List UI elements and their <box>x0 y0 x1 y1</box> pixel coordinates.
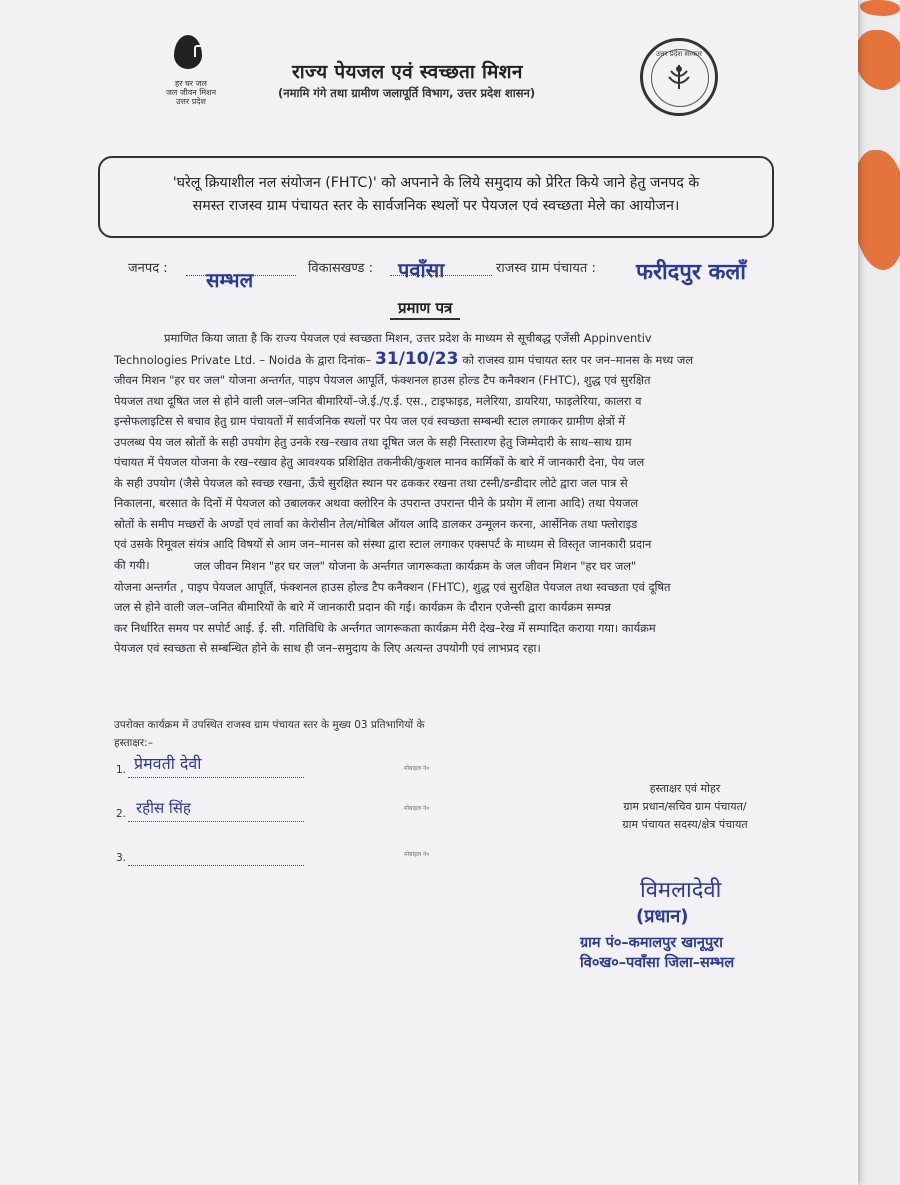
paragraph-line: कर निर्धारित समय पर सपोर्ट आई. ई. सी. गतिविधि के अर्न्तगत जागरूकता कार्यक्रम मेरी देख–रेख में सम्पादित कराया गया। कार्यक्रम <box>114 620 656 635</box>
logo-text: जल जीवन मिशन <box>165 88 217 97</box>
paragraph-line: पेयजल तथा दूषित जल से होने वाली जल–जनित बीमारियों–जे.ई./ए.ई. एस., टाइफाइड, मलेरिया, डायरिया, फाइलेरिया, कालरा व <box>114 393 642 408</box>
paragraph-line: पंचायत में पेयजल योजना के रख–रखाव हेतु आवश्यक प्रशिक्षित तकनीकी/कुशल मानव कार्मिकों के बारे में जानकारी देना, पेय जल <box>114 455 645 469</box>
handwritten-date: 31/10/23 <box>375 348 459 369</box>
paragraph-line: को राजस्व ग्राम पंचायत स्तर पर जन–मानस के मध्य जल <box>462 352 694 367</box>
paragraph-line: एवं उसके रिमूवल संयंत्र आदि विषयों से आम जन–मानस को संस्था द्वारा स्टाल लगाकर एक्सपर्ट के माध्यम से विस्तृत जानकारी प्रदान <box>114 537 652 551</box>
participant-number: 3. <box>116 852 127 864</box>
pradhan-stamp-line: वि०ख०–पवाँसा जिला–सम्भल <box>580 955 735 971</box>
panchayat-label: राजस्व ग्राम पंचायत : <box>496 261 596 276</box>
logo-text: उत्तर प्रदेश <box>176 97 206 106</box>
block-label: विकासखण्ड : <box>308 261 374 276</box>
paragraph-line: जल से होने वाली जल–जनित बीमारियों के बारे में जानकारी प्रदान की गई। कार्यक्रम के दौरान एजेन्सी द्वारा कार्यक्रम सम्पन्न <box>114 600 611 614</box>
paragraph-line: योजना अन्तर्गत , पाइप पेयजल आपूर्ति, फंक्शनल हाउस होल्ड टैप कनैक्शन (FHTC), शुद्ध एवं सुरक्षित पेयजल तथा स्वच्छता एवं दूषित <box>114 579 671 594</box>
authority-line: ग्राम पंचायत सदस्य/क्षेत्र पंचायत <box>622 818 748 831</box>
signature-authority-block <box>590 780 780 834</box>
signature-dotted-line <box>128 820 304 822</box>
paragraph-line: इन्सेफलाइटिस से बचाव हेतु ग्राम पंचायतों में सार्वजनिक स्थलों पर पेय जल एवं स्वच्छता सम्बन्धी स्टाल लगाकर ग्रामीण क्षेत्रों में <box>114 414 626 428</box>
district-value: सम्भल <box>206 268 254 292</box>
paragraph-line: उपलब्ध पेय जल स्रोतों के सही उपयोग हेतु उनके रख–रखाव तथा दूषित जल के सही निस्तारण हेतु जिम्मेदारी के साथ–साथ ग्राम <box>114 434 632 449</box>
paragraph-line: की गयी। <box>114 557 150 572</box>
pradhan-title: (प्रधान) <box>636 906 689 927</box>
logo-text: हर घर जल <box>175 79 207 88</box>
mobile-stamp: मोबाइल नं० <box>404 851 430 858</box>
seal-text: उत्तर प्रदेश सरकार <box>655 50 703 58</box>
paragraph-line: के सही उपयोग (जैसे पेयजल को स्वच्छ रखना, ऊँचे सुरक्षित स्थान पर ढककर रखना तथा टस्नी/डन्डीदार लोटे द्वारा जल पात्र से <box>114 475 628 490</box>
panchayat-value: फरीदपुर कलाँ <box>636 260 747 285</box>
up-government-seal <box>640 38 718 116</box>
block-value: पवाँसा <box>398 258 445 282</box>
participant-row-1 <box>116 764 126 776</box>
paragraph-line: जल जीवन मिशन "हर घर जल" योजना के अर्न्तगत जागरूकता कार्यक्रम के जल जीवन मिशन "हर घर जल" <box>194 559 637 573</box>
paragraph-line: Technologies Private Ltd. – Noida के द्वारा दिनांक– <box>114 352 372 367</box>
participant-signature-1: प्रेमवती देवी <box>134 754 202 773</box>
pradhan-signature: विमलादेवी <box>640 878 722 903</box>
paragraph-line: प्रमाणित किया जाता है कि राज्य पेयजल एवं स्वच्छता मिशन, उत्तर प्रदेश के माध्यम से सूचीबद्ध एजेंसी Appinventiv <box>164 331 652 345</box>
participants-heading <box>114 716 425 752</box>
signature-dotted-line <box>128 776 304 778</box>
participants-signature-label: हस्ताक्षर:– <box>114 737 153 749</box>
paragraph-line: निकालना, बरसात के दिनों में पेयजल को उबालकर अथवा क्लोरिन के उपरान्त उपरान्त पीने के प्रयोग में लाना आदि) तथा पेयजल <box>114 496 639 510</box>
paragraph-line: जीवन मिशन "हर घर जल" योजना अन्तर्गत, पाइप पेयजल आपूर्ति, फंक्शनल हाउस होल्ड टैप कनैक्शन (FHTC), शुद्ध एवं सुरक्षित <box>114 373 651 387</box>
paragraph-line: पेयजल एवं स्वच्छता से सम्बन्धित होने के साथ ही जन–समुदाय के लिए अत्यन्त उपयोगी एवं लाभप्रद रहा। <box>114 641 541 655</box>
paragraph-line: स्रोतों के समीप मच्छरों के अण्डों एवं लार्वा का केरोसीन तेल/मोबिल ऑयल आदि डालकर उन्मूलन करना, आर्सेनिक तथा फ्लोराइड <box>114 516 638 531</box>
water-drop-icon <box>174 35 202 69</box>
banner-line: समस्त राजस्व ग्राम पंचायत स्तर के सार्वजनिक स्थलों पर पेयजल एवं स्वच्छता मेले का आयोजन। <box>192 198 680 214</box>
participant-number: 1. <box>116 764 127 776</box>
authority-line: ग्राम प्रधान/सचिव ग्राम पंचायत/ <box>623 800 747 813</box>
paragraph-line <box>114 349 774 371</box>
certificate-title: प्रमाण पत्र <box>390 298 460 320</box>
mobile-stamp: मोबाइल नं० <box>404 805 430 812</box>
participant-signature-2: रहीस सिंह <box>136 799 191 817</box>
pradhan-stamp-line: ग्राम पं०–कमालपुर खानूपुरा <box>580 935 723 951</box>
district-label: जनपद : <box>128 261 168 276</box>
har-ghar-jal-logo <box>160 35 222 107</box>
authority-line: हस्ताक्षर एवं मोहर <box>649 782 721 795</box>
participant-number: 2. <box>116 808 127 820</box>
mobile-stamp: मोबाइल नं० <box>404 765 430 772</box>
banner-line: 'घरेलू क्रियाशील नल संयोजन (FHTC)' को अपनाने के लिये समुदाय को प्रेरित किये जाने हेतु जनपद के <box>172 175 700 191</box>
header-title: राज्य पेयजल एवं स्वच्छता मिशन <box>292 61 523 83</box>
header-subtitle: (नमामि गंगे तथा ग्रामीण जलापूर्ति विभाग, उत्तर प्रदेश शासन) <box>278 86 536 100</box>
signature-dotted-line <box>128 864 304 866</box>
participant-row-2 <box>116 808 126 820</box>
emblem-icon <box>666 63 692 93</box>
certificate-paragraph-2 <box>114 556 774 659</box>
participants-intro: उपरोक्त कार्यक्रम में उपस्थित राजस्व ग्राम पंचायत स्तर के मुख्य 03 प्रतिभागियों के <box>114 719 425 731</box>
participant-row-3 <box>116 852 126 864</box>
event-banner <box>98 156 774 238</box>
certificate-paragraph-1 <box>114 328 774 575</box>
